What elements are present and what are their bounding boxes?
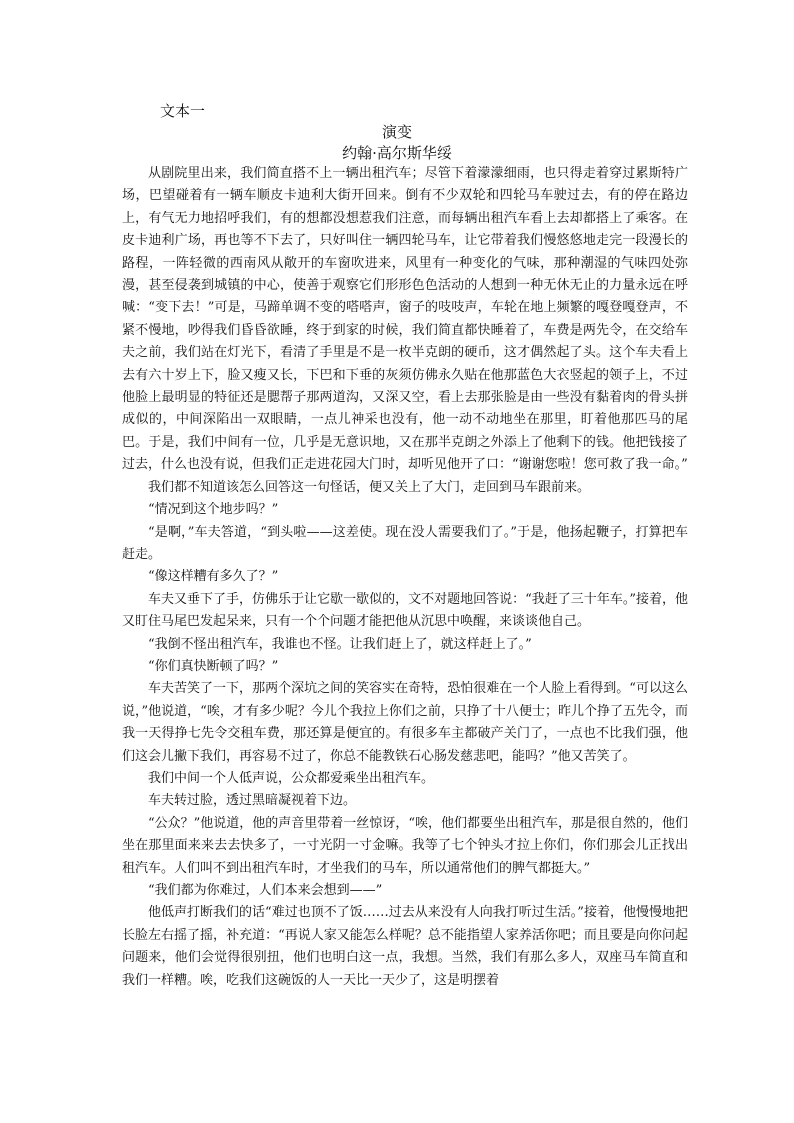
paragraph: “像这样糟有多久了？” bbox=[148, 569, 279, 585]
paragraph: “情况到这个地步吗？” bbox=[148, 502, 279, 518]
paragraph: “我倒不怪出租汽车，我谁也不怪。让我们赶上了，就这样赶上了。” bbox=[148, 636, 532, 652]
paragraph: 我们中间一个人低声说，公众都爱乘坐出租汽车。 bbox=[148, 770, 435, 786]
article-title: 演变 bbox=[381, 123, 412, 141]
paragraph: 从剧院里出来，我们简直搭不上一辆出租汽车；尽管下着濛濛细雨，也只得走着穿过累斯特广场，巴望碰着有一辆车顺皮卡迪利大街开回来。倒有不少双轮和四轮马车驶过去，有的停在路边上，有气无力地招呼我们，有的想都没想惹我们注意，而每辆出租汽车看上去却都搭上了乘客。在皮卡迪利广场，再也等不下去了，只好叫住一辆四轮马车，让它带着我们慢悠悠地走完一段漫长的路程，一阵轻微的西南风从敞开的车窗吹进来，风里有一种变化的气味，那种潮湿的气味四处弥漫，甚至侵袭到城镇的中心，使善于观察它们形形色色活动的人想到一种无休无止的力量永远在呼喊：“变下去！”可是，马蹄单调不变的嗒嗒声，窗子的吱吱声，车轮在地上频繁的嘎登嘎登声，不紧不慢地，吵得我们昏昏欲睡，终于到家的时候，我们简直都快睡着了，车费是两先令，在交给车夫之前，我们站在灯光下，看清了手里是不是一枚半克朗的硬币，这才偶然起了头。这个车夫看上去有六十岁上下，脸又瘦又长，下巴和下垂的灰须仿佛永久贴在他那蓝色大衣竖起的领子上，不过他脸上最明显的特征还是腮帮子那两道沟，又深又空，看上去那张脸是由一些没有黏着肉的骨头拼成似的，中间深陷出一双眼睛，一点儿神采也没有，他一动不动地坐在那里，盯着他那匹马的尾巴。于是，我们中间有一位，几乎是无意识地，又在那半克朗之外添上了他剩下的钱。他把钱接了过去，什么也没有说，但我们正走进花园大门时，却听见他开了口：“谢谢您啦！您可救了我一命。” bbox=[122, 166, 688, 473]
paragraph: 我们都不知道该怎么回答这一句怪话，便又关上了大门，走回到马车跟前来。 bbox=[148, 479, 591, 495]
section-label: 文本一 bbox=[160, 102, 206, 120]
article-author: 约翰·高尔斯华绥 bbox=[342, 144, 452, 162]
paragraph: 他低声打断我们的话“难过也顶不了饭……过去从来没有人向我打听过生活。”接着，他慢慢地把长脸左右摇了摇，补充道：“再说人家又能怎么样呢？总不能指望人家养活你吧；而且要是向你问起问题来，他们会觉得很别扭，他们也明白这一点，我想。当然，我们有那么多人，双座马车简直和我们一样糟。唉，吃我们这碗饭的人一天比一天少了，这是明摆着 bbox=[122, 905, 688, 988]
paragraph: 车夫又垂下了手，仿佛乐于让它歇一歇似的，文不对题地回答说：“我赶了三十年车。”接着，他又盯住马尾巴发起呆来，只有一个个问题才能把他从沉思中唤醒，来谈谈他自己。 bbox=[122, 591, 688, 630]
article-body bbox=[122, 163, 688, 1115]
paragraph: 车夫苦笑了一下，那两个深坑之间的笑容实在奇特，恐怕很难在一个人脸上看得到。“可以这么说，”他说道，“唉，才有多少呢？今儿个我拉上你们之前，只挣了十八便士；昨儿个挣了五先令，而我一天得挣七先令交租车费，那还算是便宜的。有很多车主都破产关门了，一点也不比我们强，他们这会儿撇下我们，再容易不过了，你总不能教铁石心肠发慈悲吧，能吗？”他又苦笑了。 bbox=[122, 681, 688, 764]
paragraph: 车夫转过脸，透过黑暗凝视着下边。 bbox=[148, 793, 357, 809]
paragraph: “我们都为你难过，人们本来会想到——” bbox=[148, 883, 383, 898]
paragraph: “公众？”他说道，他的声音里带着一丝惊讶，“唉，他们都要坐出租汽车，那是很自然的，他们坐在那里面来来去去快多了，一寸光阴一寸金嘛。我等了七个钟头才拉上你们，你们那会儿正找出租汽车。人们叫不到出租汽车时，才坐我们的马车，所以通常他们的脾气都挺大。” bbox=[122, 815, 688, 876]
paragraph: “是啊，”车夫答道，“到头啦——这差使。现在没人需要我们了。”于是，他扬起鞭子，打算把车赶走。 bbox=[122, 524, 688, 562]
paragraph: “你们真快断顿了吗？” bbox=[148, 658, 279, 674]
